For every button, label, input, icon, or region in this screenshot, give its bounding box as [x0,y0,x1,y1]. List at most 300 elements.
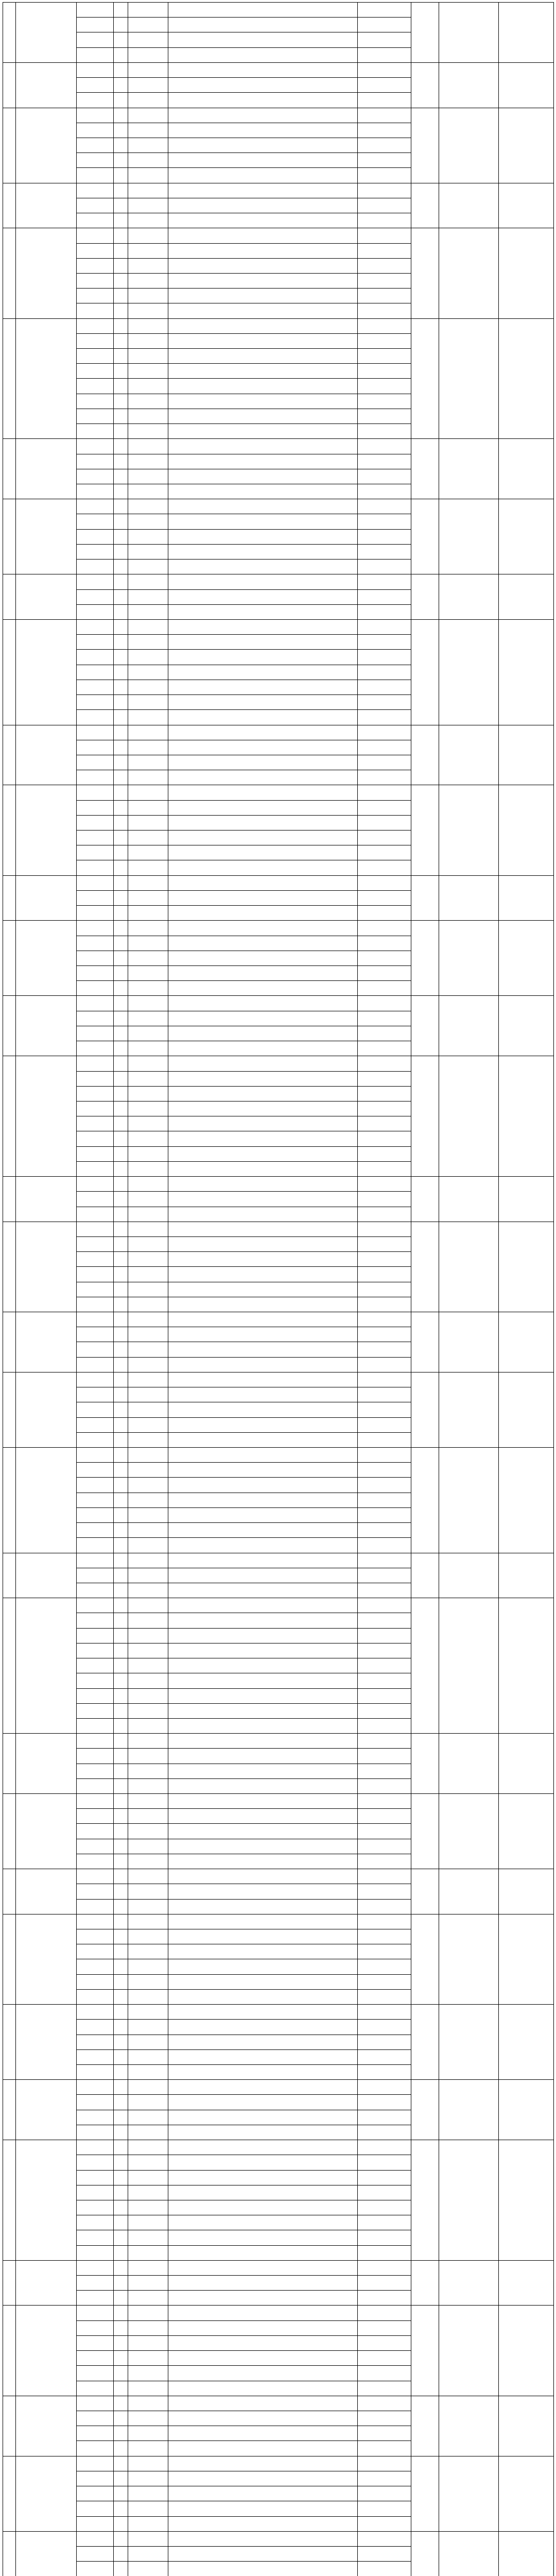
requirements-cell [168,2426,358,2441]
company-name-cell [16,2396,77,2456]
education-cell [128,333,168,348]
headcount-cell [114,2471,128,2486]
requirements-cell [168,966,358,981]
salary-cell [358,1673,411,1688]
requirements-cell [168,544,358,559]
requirements-cell [168,770,358,785]
education-cell [128,1734,168,1749]
requirements-cell [168,2049,358,2064]
requirements-cell [168,1764,358,1778]
salary-cell [358,183,411,198]
listing-number-cell [3,2260,16,2306]
salary-cell [358,1297,411,1312]
contact-person-cell [411,2080,439,2140]
notes-cell [499,1448,554,1553]
position-cell [77,1794,114,1809]
salary-cell [358,996,411,1011]
job-row [3,2080,554,2095]
job-row [3,2005,554,2020]
position-cell [77,273,114,288]
education-cell [128,2456,168,2471]
listing-number-cell [3,62,16,108]
requirements-cell [168,890,358,905]
salary-cell [358,1448,411,1463]
headcount-cell [114,1944,128,1959]
headcount-cell [114,589,128,604]
notes-cell [499,619,554,725]
company-name-cell [16,785,77,875]
salary-cell [358,1252,411,1267]
education-cell [128,695,168,710]
education-cell [128,2396,168,2411]
position-cell [77,1011,114,1026]
headcount-cell [114,1749,128,1764]
education-cell [128,243,168,258]
requirements-cell [168,499,358,514]
company-name-cell [16,1914,77,2004]
position-cell [77,1222,114,1236]
headcount-cell [114,1598,128,1613]
salary-cell [358,1402,411,1417]
headcount-cell [114,1974,128,1989]
education-cell [128,1523,168,1538]
notes-cell [499,725,554,785]
notes-cell [499,1598,554,1734]
notes-cell [499,785,554,875]
contact-person-cell [411,1222,439,1312]
requirements-cell [168,875,358,890]
headcount-cell [114,1734,128,1749]
education-cell [128,168,168,183]
phone-cell [439,1553,499,1598]
position-cell [77,93,114,108]
headcount-cell [114,1764,128,1778]
requirements-cell [168,2471,358,2486]
salary-cell [358,2125,411,2140]
education-cell [128,2005,168,2020]
education-cell [128,981,168,996]
company-name-cell [16,1177,77,1222]
headcount-cell [114,2049,128,2064]
headcount-cell [114,424,128,439]
requirements-cell [168,2155,358,2170]
requirements-cell [168,740,358,755]
contact-person-cell [411,2306,439,2396]
salary-cell [358,1643,411,1658]
listing-number-cell [3,725,16,785]
education-cell [128,1463,168,1478]
headcount-cell [114,2155,128,2170]
phone-cell [439,2080,499,2140]
salary-cell [358,890,411,905]
position-cell [77,364,114,379]
salary-cell [358,1041,411,1056]
headcount-cell [114,2366,128,2381]
headcount-cell [114,951,128,965]
job-row [3,2260,554,2275]
education-cell [128,1252,168,1267]
salary-cell [358,2471,411,2486]
education-cell [128,1327,168,1342]
salary-cell [358,138,411,152]
headcount-cell [114,1026,128,1041]
headcount-cell [114,2245,128,2260]
salary-cell [358,680,411,694]
requirements-cell [168,1146,358,1161]
job-row [3,619,554,634]
education-cell [128,1207,168,1222]
contact-person-cell [411,1553,439,1598]
salary-cell [358,2366,411,2381]
job-row [3,785,554,800]
education-cell [128,800,168,815]
requirements-cell [168,1959,358,1974]
headcount-cell [114,1222,128,1236]
phone-cell [439,1734,499,1794]
position-cell [77,906,114,921]
education-cell [128,1824,168,1839]
salary-cell [358,1794,411,1809]
requirements-cell [168,1056,358,1071]
salary-cell [358,1161,411,1176]
phone-cell [439,1222,499,1312]
headcount-cell [114,1553,128,1568]
salary-cell [358,1824,411,1839]
position-cell [77,544,114,559]
requirements-cell [168,1086,358,1101]
company-name-cell [16,1222,77,1312]
position-cell [77,2546,114,2561]
job-row [3,1312,554,1327]
education-cell [128,635,168,650]
education-cell [128,2366,168,2381]
requirements-cell [168,1372,358,1387]
requirements-cell [168,1749,358,1764]
salary-cell [358,860,411,875]
salary-cell [358,1146,411,1161]
salary-cell [358,514,411,529]
listing-number-cell [3,921,16,996]
salary-cell [358,108,411,123]
job-row [3,62,554,77]
headcount-cell [114,93,128,108]
requirements-cell [168,619,358,634]
headcount-cell [114,349,128,364]
education-cell [128,2562,168,2576]
headcount-cell [114,1478,128,1493]
salary-cell [358,93,411,108]
education-cell [128,770,168,785]
education-cell [128,1417,168,1432]
headcount-cell [114,1146,128,1161]
company-name-cell [16,62,77,108]
headcount-cell [114,303,128,318]
requirements-cell [168,2516,358,2531]
requirements-cell [168,2546,358,2561]
requirements-cell [168,725,358,740]
phone-cell [439,725,499,785]
headcount-cell [114,574,128,589]
salary-cell [358,2531,411,2546]
headcount-cell [114,1011,128,1026]
education-cell [128,2276,168,2291]
education-cell [128,379,168,394]
headcount-cell [114,1056,128,1071]
salary-cell [358,1131,411,1146]
headcount-cell [114,1493,128,1507]
education-cell [128,2411,168,2426]
position-cell [77,831,114,845]
job-row [3,1553,554,1568]
position-cell [77,1417,114,1432]
requirements-cell [168,815,358,830]
salary-cell [358,1613,411,1628]
headcount-cell [114,1372,128,1387]
position-cell [77,1146,114,1161]
requirements-cell [168,2080,358,2095]
headcount-cell [114,2140,128,2155]
headcount-cell [114,32,128,47]
requirements-cell [168,153,358,168]
position-cell [77,1824,114,1839]
requirements-cell [168,1402,358,1417]
requirements-cell [168,243,358,258]
education-cell [128,1778,168,1793]
education-cell [128,1944,168,1959]
salary-cell [358,2230,411,2245]
position-cell [77,619,114,634]
education-cell [128,318,168,333]
position-cell [77,1252,114,1267]
education-cell [128,1357,168,1372]
salary-cell [358,1598,411,1613]
position-cell [77,966,114,981]
contact-person-cell [411,2396,439,2456]
headcount-cell [114,2200,128,2215]
position-cell [77,2170,114,2185]
headcount-cell [114,153,128,168]
salary-cell [358,123,411,138]
contact-person-cell [411,1794,439,1869]
requirements-cell [168,1236,358,1251]
education-cell [128,1884,168,1899]
phone-cell [439,62,499,108]
salary-cell [358,1071,411,1086]
headcount-cell [114,514,128,529]
listing-number-cell [3,1794,16,1869]
requirements-cell [168,1011,358,1026]
headcount-cell [114,2320,128,2335]
salary-cell [358,2411,411,2426]
notes-cell [499,2260,554,2306]
education-cell [128,2260,168,2275]
headcount-cell [114,258,128,273]
salary-cell [358,951,411,965]
requirements-cell [168,2501,358,2516]
contact-person-cell [411,1056,439,1177]
salary-cell [358,2456,411,2471]
phone-cell [439,228,499,318]
education-cell [128,1628,168,1643]
headcount-cell [114,755,128,770]
requirements-cell [168,32,358,47]
position-cell [77,108,114,123]
requirements-cell [168,921,358,936]
salary-cell [358,2020,411,2035]
requirements-cell [168,529,358,544]
education-cell [128,364,168,379]
company-name-cell [16,1598,77,1734]
headcount-cell [114,1643,128,1658]
education-cell [128,831,168,845]
salary-cell [358,273,411,288]
notes-cell [499,2456,554,2531]
notes-cell [499,1056,554,1177]
position-cell [77,1493,114,1507]
salary-cell [358,2306,411,2320]
requirements-cell [168,213,358,228]
headcount-cell [114,1086,128,1101]
requirements-cell [168,409,358,423]
requirements-cell [168,951,358,965]
listing-number-cell [3,996,16,1056]
position-cell [77,2200,114,2215]
headcount-cell [114,1839,128,1854]
salary-cell [358,2260,411,2275]
phone-cell [439,996,499,1056]
job-row [3,439,554,454]
requirements-cell [168,936,358,951]
salary-cell [358,755,411,770]
education-cell [128,1056,168,1071]
salary-cell [358,1523,411,1538]
headcount-cell [114,604,128,619]
company-name-cell [16,875,77,921]
position-cell [77,1718,114,1733]
salary-cell [358,2351,411,2366]
education-cell [128,1101,168,1116]
education-cell [128,2095,168,2110]
contact-person-cell [411,318,439,439]
listing-number-cell [3,1312,16,1372]
company-name-cell [16,108,77,183]
education-cell [128,62,168,77]
notes-cell [499,1914,554,2004]
company-name-cell [16,921,77,996]
education-cell [128,409,168,423]
position-cell [77,1312,114,1327]
contact-person-cell [411,2005,439,2080]
position-cell [77,168,114,183]
salary-cell [358,1899,411,1914]
position-cell [77,2426,114,2441]
phone-cell [439,619,499,725]
salary-cell [358,1959,411,1974]
headcount-cell [114,906,128,921]
contact-person-cell [411,1869,439,1914]
position-cell [77,2064,114,2079]
company-name-cell [16,2456,77,2531]
headcount-cell [114,2335,128,2350]
position-cell [77,2335,114,2350]
requirements-cell [168,2125,358,2140]
phone-cell [439,2005,499,2080]
notes-cell [499,1734,554,1794]
listing-number-cell [3,1222,16,1312]
headcount-cell [114,2351,128,2366]
position-cell [77,921,114,936]
notes-cell [499,1222,554,1312]
salary-cell [358,1493,411,1507]
requirements-cell [168,589,358,604]
listing-number-cell [3,2140,16,2261]
requirements-cell [168,604,358,619]
salary-cell [358,2064,411,2079]
education-cell [128,2080,168,2095]
job-row [3,1372,554,1387]
notes-cell [499,1372,554,1447]
position-cell [77,680,114,694]
salary-cell [358,1944,411,1959]
salary-cell [358,289,411,303]
position-cell [77,1116,114,1131]
listing-number-cell [3,1177,16,1222]
listing-number-cell [3,1734,16,1794]
requirements-cell [168,860,358,875]
requirements-cell [168,710,358,725]
job-row [3,3,554,18]
phone-cell [439,2140,499,2261]
salary-cell [358,1809,411,1824]
salary-cell [358,1839,411,1854]
headcount-cell [114,981,128,996]
education-cell [128,2110,168,2125]
education-cell [128,560,168,574]
salary-cell [358,469,411,484]
position-cell [77,1688,114,1703]
salary-cell [358,770,411,785]
position-cell [77,213,114,228]
education-cell [128,1282,168,1297]
position-cell [77,1809,114,1824]
salary-cell [358,529,411,544]
notes-cell [499,875,554,921]
requirements-cell [168,1342,358,1357]
requirements-cell [168,1884,358,1899]
education-cell [128,1974,168,1989]
position-cell [77,2411,114,2426]
position-cell [77,1448,114,1463]
education-cell [128,2516,168,2531]
education-cell [128,138,168,152]
headcount-cell [114,1613,128,1628]
salary-cell [358,936,411,951]
salary-cell [358,589,411,604]
listing-number-cell [3,2080,16,2140]
headcount-cell [114,2396,128,2411]
notes-cell [499,921,554,996]
requirements-cell [168,1161,358,1176]
job-row [3,2140,554,2155]
headcount-cell [114,936,128,951]
requirements-cell [168,1583,358,1598]
education-cell [128,2170,168,2185]
education-cell [128,1989,168,2004]
headcount-cell [114,2306,128,2320]
phone-cell [439,1914,499,2004]
requirements-cell [168,289,358,303]
education-cell [128,1583,168,1598]
